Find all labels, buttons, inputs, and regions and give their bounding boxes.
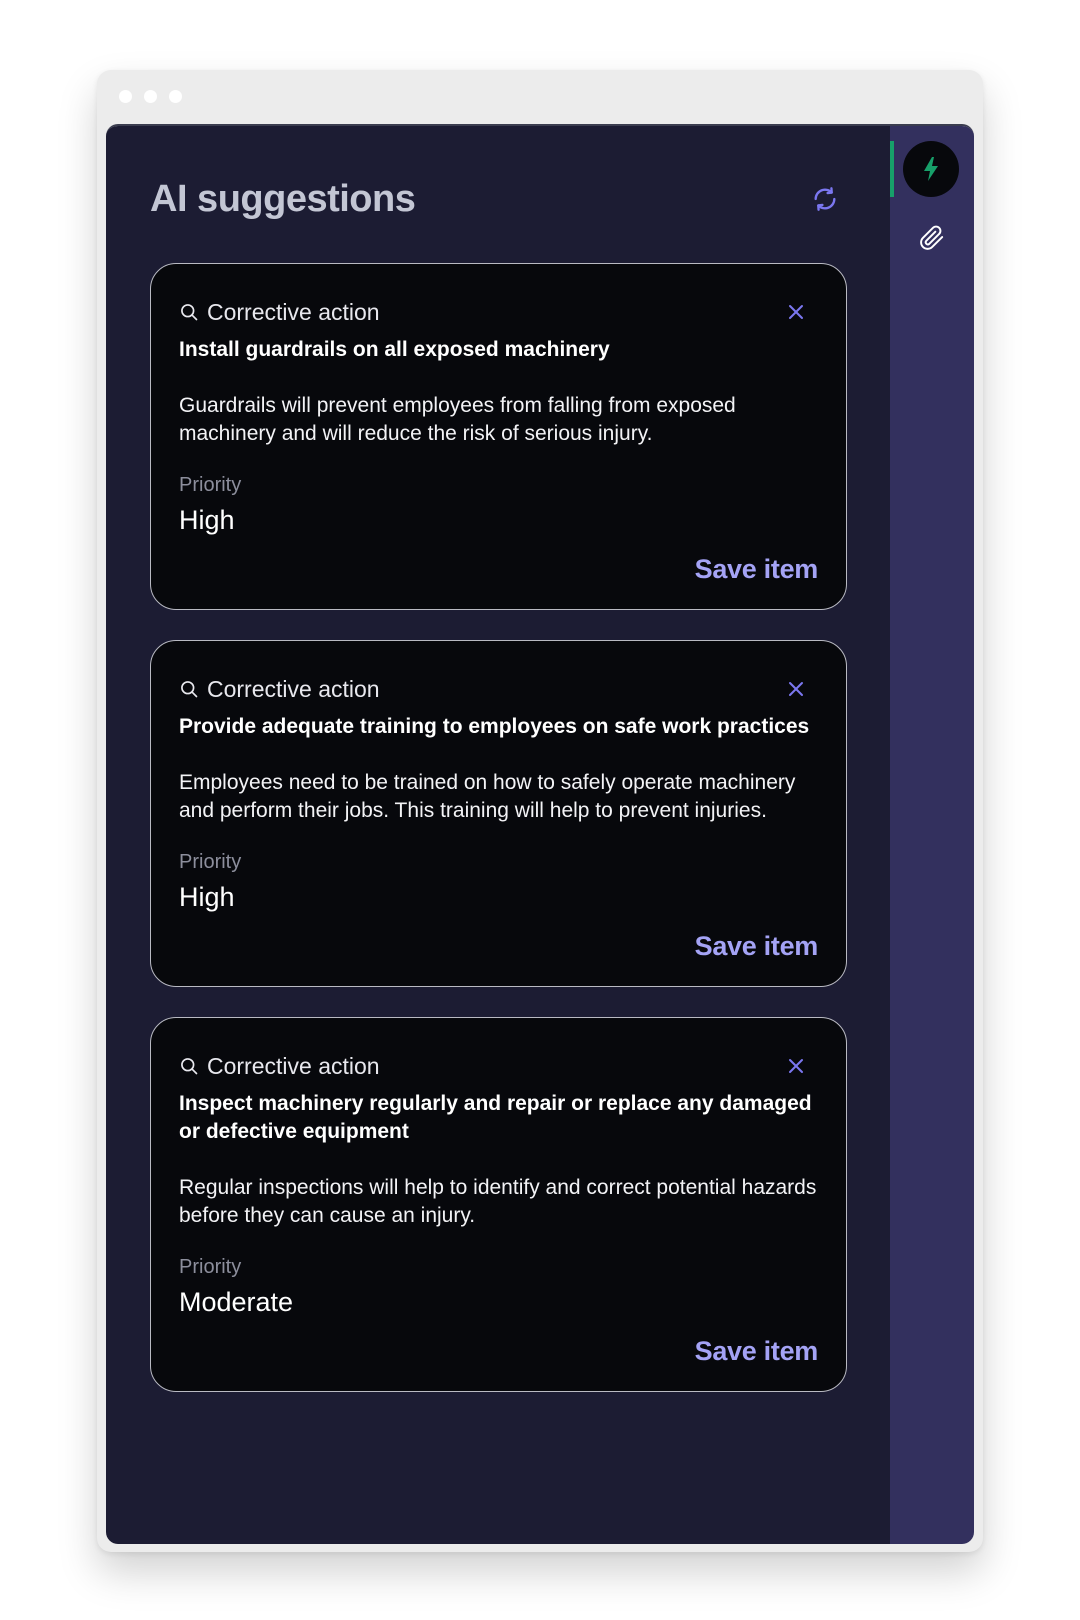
window-minimize-button[interactable] — [144, 90, 157, 103]
save-item-button[interactable]: Save item — [694, 1336, 818, 1366]
search-icon — [179, 1056, 199, 1076]
save-item-button[interactable]: Save item — [694, 554, 818, 584]
priority-value: Moderate — [179, 1287, 294, 1317]
app-content — [106, 124, 974, 1544]
save-item-button[interactable]: Save item — [694, 931, 818, 961]
lightning-bolt-icon — [920, 156, 942, 182]
priority-label: Priority — [179, 474, 242, 496]
priority-value: High — [179, 505, 235, 535]
card-type-row — [179, 1052, 818, 1080]
suggestion-list — [150, 263, 847, 1392]
search-icon — [179, 679, 199, 699]
suggestion-card — [150, 1017, 847, 1392]
suggestion-description: Regular inspections will help to identify and correct potential hazards before they can cause an injury. — [179, 1176, 817, 1227]
suggestion-card — [150, 640, 847, 987]
refresh-icon — [811, 185, 839, 213]
window-controls — [119, 90, 182, 103]
window-close-button[interactable] — [119, 90, 132, 103]
priority-label: Priority — [179, 851, 242, 873]
suggestion-description: Employees need to be trained on how to safely operate machinery and perform their jobs. This training will help to prevent injuries. — [179, 771, 796, 822]
dismiss-button[interactable] — [786, 302, 806, 322]
suggestion-card — [150, 263, 847, 610]
refresh-button[interactable] — [810, 184, 840, 214]
active-indicator — [890, 141, 894, 197]
priority-value: High — [179, 882, 235, 912]
card-type-row — [179, 675, 818, 703]
dismiss-button[interactable] — [786, 679, 806, 699]
card-type-label: Corrective action — [207, 675, 380, 702]
attachments-rail-button[interactable] — [918, 224, 946, 252]
app-window — [97, 70, 983, 1552]
card-type-label: Corrective action — [207, 298, 380, 325]
dismiss-button[interactable] — [786, 1056, 806, 1076]
close-icon — [788, 304, 804, 320]
card-type-label: Corrective action — [207, 1052, 380, 1079]
side-rail — [890, 126, 974, 1544]
search-icon — [179, 302, 199, 322]
card-type-row — [179, 298, 818, 326]
panel-header — [150, 174, 840, 224]
close-icon — [788, 681, 804, 697]
priority-label: Priority — [179, 1256, 242, 1278]
suggestion-title: Inspect machinery regularly and repair or replace any damaged or defective equipment — [179, 1092, 812, 1143]
close-icon — [788, 1058, 804, 1074]
suggestion-title: Install guardrails on all exposed machinery — [179, 338, 610, 361]
suggestion-title: Provide adequate training to employees on safe work practices — [179, 715, 810, 738]
paperclip-icon — [919, 225, 945, 251]
window-maximize-button[interactable] — [169, 90, 182, 103]
ai-suggestions-panel — [106, 126, 890, 1544]
ai-suggestions-rail-button[interactable] — [903, 141, 959, 197]
page-title: AI suggestions — [150, 177, 416, 220]
suggestion-description: Guardrails will prevent employees from falling from exposed machinery and will reduce the risk of serious injury. — [179, 394, 736, 445]
